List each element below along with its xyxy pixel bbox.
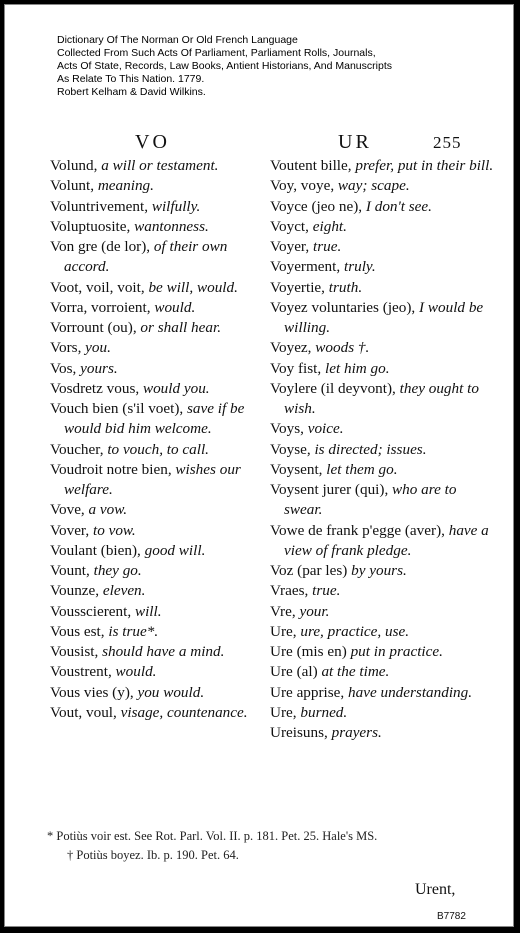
dictionary-entry <box>270 602 495 622</box>
dictionary-entry <box>50 338 270 358</box>
dictionary-entry <box>50 703 270 723</box>
entry-definition: wishes our welfare. <box>64 460 241 498</box>
entry-headword: Vosdretz vous, <box>50 379 143 397</box>
dictionary-entry <box>270 237 495 257</box>
entry-headword: Voyct, <box>270 217 313 235</box>
dictionary-entry <box>270 278 495 298</box>
dictionary-entry <box>270 460 495 480</box>
entry-headword: Voyez, <box>270 339 316 357</box>
entry-headword: Voyez voluntaries (jeo), <box>270 298 420 316</box>
entry-definition: wilfully. <box>151 197 201 215</box>
entry-definition: meaning. <box>97 177 154 195</box>
entry-definition: is true*. <box>108 622 159 640</box>
entry-definition: they ought to wish. <box>284 379 479 417</box>
dictionary-entry <box>270 176 495 196</box>
entry-headword: Voulant (bien), <box>50 541 145 559</box>
entry-definition: truly. <box>343 258 376 276</box>
entry-definition: would you. <box>142 379 210 397</box>
page-number: 255 <box>433 133 462 152</box>
entry-headword: Vors, <box>50 339 86 357</box>
entry-definition: visage, countenance. <box>120 703 248 721</box>
dictionary-entry <box>270 298 495 339</box>
dictionary-entry <box>50 156 270 176</box>
entry-definition: to vow. <box>92 521 136 539</box>
entry-headword: Voys, <box>270 420 308 438</box>
dictionary-entry <box>270 703 495 723</box>
entry-definition: or shall hear. <box>140 319 222 336</box>
dictionary-entry <box>50 662 270 682</box>
entry-definition: ure, practice, use. <box>300 622 410 640</box>
dictionary-page <box>4 4 514 927</box>
catchword: Urent, <box>415 881 456 898</box>
entry-headword: Voylere (il deyvont), <box>270 379 400 397</box>
entry-definition: you. <box>85 339 111 357</box>
entry-headword: Vowe de frank p'egge (aver), <box>270 521 449 539</box>
dictionary-entry <box>50 581 270 601</box>
entry-definition: prayers. <box>331 724 382 741</box>
dictionary-entry <box>50 379 270 399</box>
caption-line: Collected From Such Acts Of Parliament, Parliament Rolls, Journals, <box>57 47 376 59</box>
entry-headword: Voot, voil, voit, <box>50 278 149 296</box>
entry-headword: Voyer, <box>270 238 313 255</box>
image-reference: B7782 <box>437 911 466 922</box>
entry-headword: Voluntrivement, <box>50 197 152 215</box>
entry-headword: Volunt, <box>50 177 98 195</box>
footnote: * Potiùs voir est. See Rot. Parl. Vol. II. p. 181. Pet. 25. Hale's MS. <box>47 829 378 843</box>
entry-definition: let him go. <box>325 359 390 377</box>
entry-headword: Von gre (de lor), <box>50 238 154 255</box>
dictionary-entry <box>270 683 495 703</box>
dictionary-entry <box>50 359 270 379</box>
dictionary-entry <box>50 278 270 298</box>
entry-definition: of their own accord. <box>64 238 228 276</box>
entry-definition: eight. <box>312 217 347 235</box>
entry-headword: Vouch bien (s'il voet), <box>50 400 188 417</box>
entry-headword: Vove, <box>50 501 89 519</box>
entry-headword: Ureisuns, <box>270 724 332 741</box>
dictionary-entry <box>270 257 495 277</box>
dictionary-entry <box>270 642 495 662</box>
entry-headword: Vousscierent, <box>50 602 135 620</box>
dictionary-entry <box>270 156 495 176</box>
dictionary-entry <box>50 318 270 338</box>
entry-headword: Vorra, vorroient, <box>50 298 155 316</box>
entry-headword: Vorrount (ou), <box>50 319 141 336</box>
entry-definition: have understanding. <box>348 683 473 701</box>
entry-definition: true. <box>312 238 342 255</box>
dictionary-entry <box>50 622 270 642</box>
entry-headword: Vousist, <box>50 643 103 660</box>
entry-headword: Voysent jurer (qui), <box>270 481 393 498</box>
entry-definition: would. <box>154 298 196 316</box>
right-column <box>270 156 495 743</box>
entry-definition: burned. <box>300 703 348 721</box>
caption-line: Acts Of State, Records, Law Books, Antient Historians, And Manuscripts <box>57 60 392 72</box>
entry-definition: prefer, put in their bill. <box>355 157 494 174</box>
entry-headword: Vous est, <box>50 622 109 640</box>
entry-definition: yours. <box>80 359 118 377</box>
dictionary-entry <box>50 197 270 217</box>
caption-line: As Relate To This Nation. 1779. <box>57 73 205 85</box>
entry-definition: have a view of frank pledge. <box>284 521 489 559</box>
footnotes <box>47 829 487 863</box>
entry-headword: Vount, <box>50 562 94 579</box>
entry-headword: Voyerment, <box>270 258 344 276</box>
entry-definition: truth. <box>328 278 363 296</box>
entry-headword: Voyce (jeo ne), <box>270 197 366 215</box>
entry-headword: Vous vies (y), <box>50 683 138 701</box>
entry-headword: Voudroit notre bien, <box>50 460 176 478</box>
entry-headword: Vounze, <box>50 582 103 600</box>
dictionary-entry <box>50 298 270 318</box>
dictionary-entry <box>270 197 495 217</box>
entry-headword: Voucher, <box>50 440 108 458</box>
entry-definition: a will or testament. <box>101 157 219 174</box>
entry-headword: Vre, <box>270 602 300 620</box>
entry-definition: will. <box>134 602 162 620</box>
dictionary-entry <box>50 176 270 196</box>
dictionary-entry <box>270 521 495 562</box>
entry-definition: they go. <box>93 562 142 579</box>
entry-definition: you would. <box>137 683 205 701</box>
entry-definition: woods †. <box>315 339 370 357</box>
caption-block <box>57 34 497 99</box>
dictionary-entry <box>270 217 495 237</box>
left-column <box>50 156 270 723</box>
entry-definition: let them go. <box>326 460 398 478</box>
entry-headword: Volund, <box>50 157 102 174</box>
dictionary-entry <box>50 217 270 237</box>
dictionary-entry <box>270 723 495 743</box>
entry-definition: at the time. <box>321 663 390 681</box>
footnote: † Potiùs boyez. Ib. p. 190. Pet. 64. <box>67 848 239 862</box>
entry-headword: Ure apprise, <box>270 683 349 701</box>
dictionary-entry <box>50 683 270 703</box>
dictionary-entry <box>270 379 495 420</box>
entry-headword: Ure (al) <box>270 663 322 681</box>
entry-definition: put in practice. <box>350 643 443 660</box>
dictionary-entry <box>270 561 495 581</box>
entry-headword: Voutent bille, <box>270 157 356 174</box>
dictionary-entry <box>50 460 270 501</box>
entry-definition: I would be willing. <box>284 298 484 336</box>
dictionary-entry <box>270 338 495 358</box>
dictionary-entry <box>50 602 270 622</box>
entry-headword: Ure (mis en) <box>270 643 351 660</box>
entry-headword: Voy, voye, <box>270 177 338 195</box>
entry-headword: Ure, <box>270 622 301 640</box>
entry-definition: I don't see. <box>365 197 432 215</box>
dictionary-entry <box>270 359 495 379</box>
caption-line: Dictionary Of The Norman Or Old French Language <box>57 34 298 46</box>
dictionary-entry <box>50 521 270 541</box>
header-right: UR <box>338 131 372 153</box>
dictionary-entry <box>50 642 270 662</box>
entry-definition: a vow. <box>88 501 128 519</box>
dictionary-entry <box>270 662 495 682</box>
entry-definition: be will, would. <box>148 278 238 296</box>
entry-headword: Voy fist, <box>270 359 325 377</box>
entry-definition: voice. <box>307 420 344 438</box>
dictionary-entry <box>270 622 495 642</box>
entry-headword: Voluptuosite, <box>50 217 135 235</box>
entry-definition: to vouch, to call. <box>107 440 209 458</box>
entry-headword: Ure, <box>270 703 301 721</box>
entry-definition: by yours. <box>351 562 407 579</box>
dictionary-entry <box>50 500 270 520</box>
entry-definition: who are to swear. <box>284 481 457 519</box>
entry-definition: good will. <box>144 541 206 559</box>
entry-definition: is directed; issues. <box>314 440 427 458</box>
entry-definition: would. <box>115 663 157 681</box>
dictionary-entry <box>50 237 270 278</box>
entry-headword: Voustrent, <box>50 663 116 681</box>
dictionary-entry <box>50 399 270 440</box>
entry-definition: way; scape. <box>337 177 410 195</box>
entry-headword: Vover, <box>50 521 93 539</box>
entry-definition: eleven. <box>102 582 146 600</box>
caption-line: Robert Kelham & David Wilkins. <box>57 86 206 98</box>
entry-headword: Voz (par les) <box>270 562 352 579</box>
entry-definition: true. <box>312 582 341 600</box>
entry-headword: Vos, <box>50 359 81 377</box>
entry-headword: Voysent, <box>270 460 327 478</box>
dictionary-entry <box>270 480 495 521</box>
dictionary-entry <box>50 561 270 581</box>
entry-definition: should have a mind. <box>102 643 225 660</box>
dictionary-entry <box>270 419 495 439</box>
dictionary-entry <box>50 440 270 460</box>
entry-headword: Voyse, <box>270 440 315 458</box>
entry-headword: Vraes, <box>270 582 313 600</box>
running-header <box>5 131 513 155</box>
entry-headword: Voyertie, <box>270 278 329 296</box>
entry-definition: save if be would bid him welcome. <box>64 400 245 438</box>
header-left: VO <box>135 131 170 153</box>
dictionary-entry <box>270 440 495 460</box>
entry-definition: wantonness. <box>134 217 209 235</box>
entry-headword: Vout, voul, <box>50 703 121 721</box>
dictionary-entry <box>50 541 270 561</box>
entry-definition: your. <box>299 602 330 620</box>
dictionary-entry <box>270 581 495 601</box>
